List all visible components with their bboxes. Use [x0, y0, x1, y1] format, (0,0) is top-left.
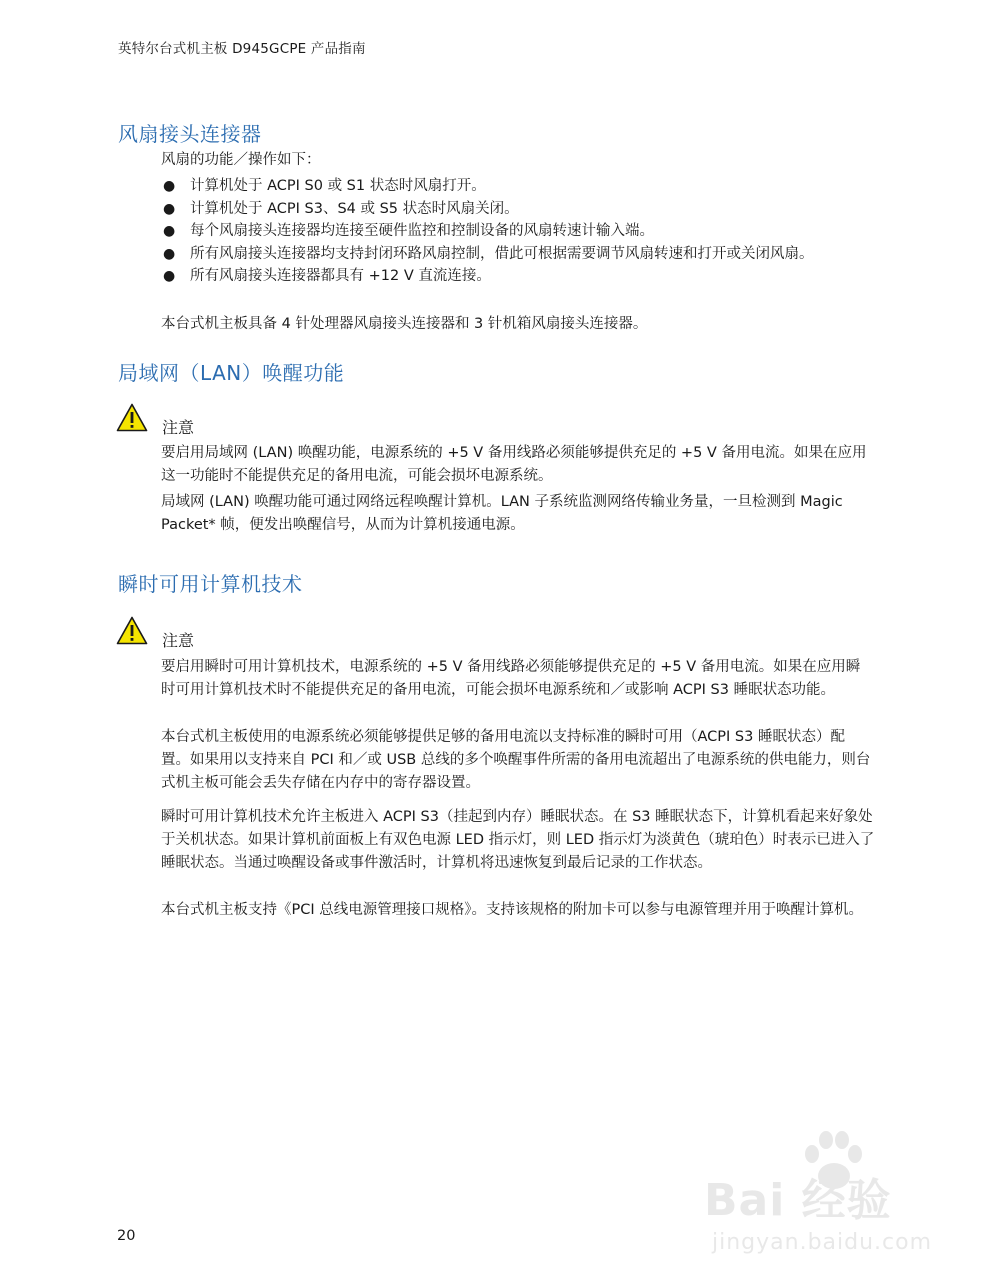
bullet-dot-icon: ●: [163, 245, 176, 262]
instant-body-1: 本台式机主板使用的电源系统必须能够提供足够的备用电流以支持标准的瞬时可用（ACPI S3 睡眠状态）配置。如果用以支持来自 PCI 和／或 USB 总线的多个唤醒事件所需的备用电流超出了电源系统的供电能力，则台式机主板可能会丢失存储在内存中的寄存器设置。: [161, 729, 871, 791]
list-item: [161, 198, 881, 221]
bullet-text: 计算机处于 ACPI S0 或 S1 状态时风扇打开。: [190, 178, 486, 194]
bullet-dot-icon: ●: [163, 178, 176, 194]
instant-body-3: 本台式机主板支持《PCI 总线电源管理接口规格》。支持该规格的附加卡可以参与电源管理并用于唤醒计算机。: [161, 902, 863, 918]
bullet-dot-icon: ●: [163, 200, 176, 217]
bullet-dot-icon: ●: [163, 223, 176, 239]
list-item: [161, 265, 881, 288]
instant-body-2: 瞬时可用计算机技术允许主板进入 ACPI S3（挂起到内存）睡眠状态。在 S3 睡眠状态下，计算机看起来好象处于关机状态。如果计算机前面板上有双色电源 LED 指示灯，则 LED 指示灯为淡黄色（琥珀色）时表示已进入了睡眠状态。当通过唤醒设备或事件激活时，计算机将迅速恢复到最后记录的工作状态。: [161, 809, 875, 871]
warning-triangle-icon: [116, 403, 148, 432]
list-item: [161, 220, 881, 243]
watermark: [700, 1130, 940, 1270]
instant-caution-text: 要启用瞬时可用计算机技术，电源系统的 +5 V 备用线路必须能够提供充足的 +5 V 备用电流。如果在应用瞬时可用计算机技术时不能提供充足的备用电流，可能会损坏电源系统和／或影响 ACPI S3 睡眠状态功能。: [161, 659, 861, 698]
fan-bullet-list: [161, 175, 881, 288]
list-item: [161, 243, 830, 266]
lan-caution-text: 要启用局域网 (LAN) 唤醒功能，电源系统的 +5 V 备用线路必须能够提供充足的 +5 V 备用电流。如果在应用这一功能时不能提供充足的备用电流，可能会损坏电源系统。: [161, 445, 867, 484]
bullet-text: 所有风扇接头连接器都具有 +12 V 直流连接。: [190, 268, 491, 284]
running-header: 英特尔台式机主板 D945GCPE 产品指南: [118, 41, 366, 57]
watermark-brand: Bai 经验: [704, 1175, 892, 1226]
bullet-text: 每个风扇接头连接器均连接至硬件监控和控制设备的风扇转速计输入端。: [190, 223, 654, 239]
list-item: [161, 175, 881, 198]
fan-summary: 本台式机主板具备 4 针处理器风扇接头连接器和 3 针机箱风扇接头连接器。: [161, 316, 648, 332]
bullet-dot-icon: ●: [163, 268, 176, 284]
section-heading-fan: 风扇接头连接器: [118, 122, 262, 146]
lan-body: 局域网 (LAN) 唤醒功能可通过网络远程唤醒计算机。LAN 子系统监测网络传输业务量，一旦检测到 Magic Packet* 帧，便发出唤醒信号，从而为计算机接通电源。: [161, 494, 843, 533]
section-heading-lan: 局域网（LAN）唤醒功能: [118, 361, 345, 385]
warning-triangle-icon: [116, 616, 148, 645]
fan-intro: 风扇的功能／操作如下：: [161, 152, 321, 168]
bullet-text: 所有风扇接头连接器均支持封闭环路风扇控制，借此可根据需要调节风扇转速和打开或关闭风扇。: [190, 245, 814, 262]
caution-label: 注意: [162, 418, 195, 437]
section-heading-instant: 瞬时可用计算机技术: [118, 572, 303, 596]
page-number: 20: [117, 1228, 136, 1244]
watermark-url: jingyan.baidu.com: [712, 1230, 933, 1255]
caution-label: 注意: [162, 631, 195, 650]
bullet-text: 计算机处于 ACPI S3、S4 或 S5 状态时风扇关闭。: [190, 200, 519, 217]
